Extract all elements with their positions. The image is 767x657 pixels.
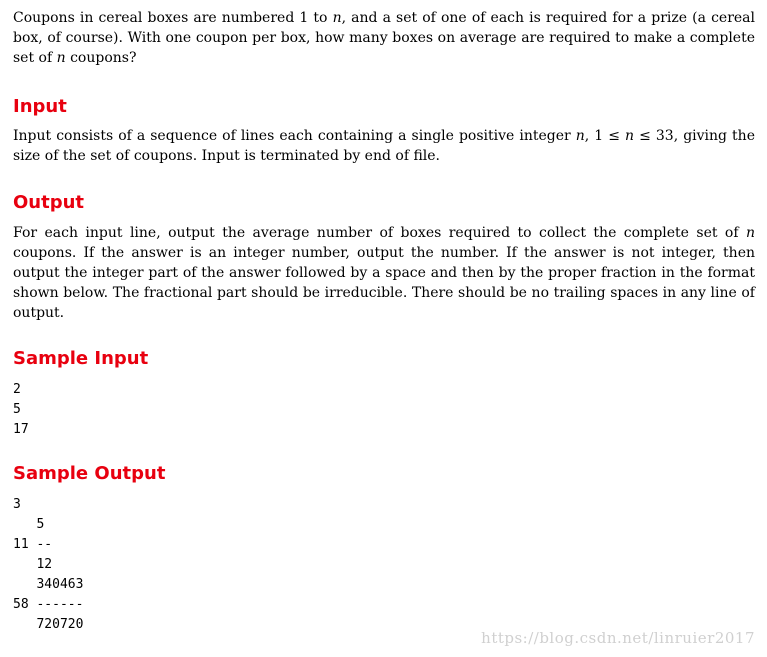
math-n: n: [575, 128, 585, 144]
sample-output-line: 720720: [13, 617, 84, 632]
intro-paragraph: [13, 8, 755, 68]
intro-text-2: , and a set of one of each is required for a prize (a cereal box, of course). With one coupon per box, how many boxes on average are required to make a complete set of: [13, 10, 755, 66]
sample-output-line: 3: [13, 497, 21, 512]
output-text-1: For each input line, output the average number of boxes required to collect the complete set of: [13, 225, 746, 241]
sample-output-line: 340463: [13, 577, 84, 592]
sample-input-line: 17: [13, 422, 29, 437]
input-paragraph: [13, 126, 755, 166]
math-n: n: [56, 50, 66, 66]
sample-output-heading: Sample Output: [13, 463, 166, 484]
math-n: n: [332, 10, 342, 26]
math-n: n: [745, 225, 755, 241]
sample-output-block: [13, 495, 755, 635]
sample-output-line: 11 --: [13, 537, 53, 552]
sample-input-block: [13, 380, 755, 440]
sample-input-line: 2: [13, 382, 21, 397]
input-heading: Input: [13, 96, 67, 117]
input-text-1: Input consists of a sequence of lines each containing a single positive integer: [13, 128, 576, 144]
watermark: https://blog.csdn.net/linruier2017: [481, 629, 755, 647]
output-text-2: coupons. If the answer is an integer number, output the number. If the answer is not integer, then output the integer part of the answer followed by a space and then by the proper fraction in the format shown below. The fractional part should be irreducible. There should be no trailing spaces in any line of output.: [13, 245, 755, 321]
sample-input-heading: Sample Input: [13, 348, 149, 369]
output-heading: Output: [13, 192, 85, 213]
input-text-2: , 1 ≤: [584, 128, 626, 144]
sample-output-line: 12: [13, 557, 53, 572]
intro-text-1: Coupons in cereal boxes are numbered 1 to: [13, 10, 333, 26]
sample-output-line: 58 ------: [13, 597, 84, 612]
sample-output-line: 5: [13, 517, 45, 532]
sample-input-line: 5: [13, 402, 21, 417]
intro-text-3: coupons?: [65, 50, 137, 66]
problem-statement: [13, 8, 755, 635]
math-n: n: [625, 128, 635, 144]
input-text-3: ≤ 33, giving the size of the set of coupons. Input is terminated by end of file.: [13, 128, 755, 164]
output-paragraph: [13, 223, 755, 323]
